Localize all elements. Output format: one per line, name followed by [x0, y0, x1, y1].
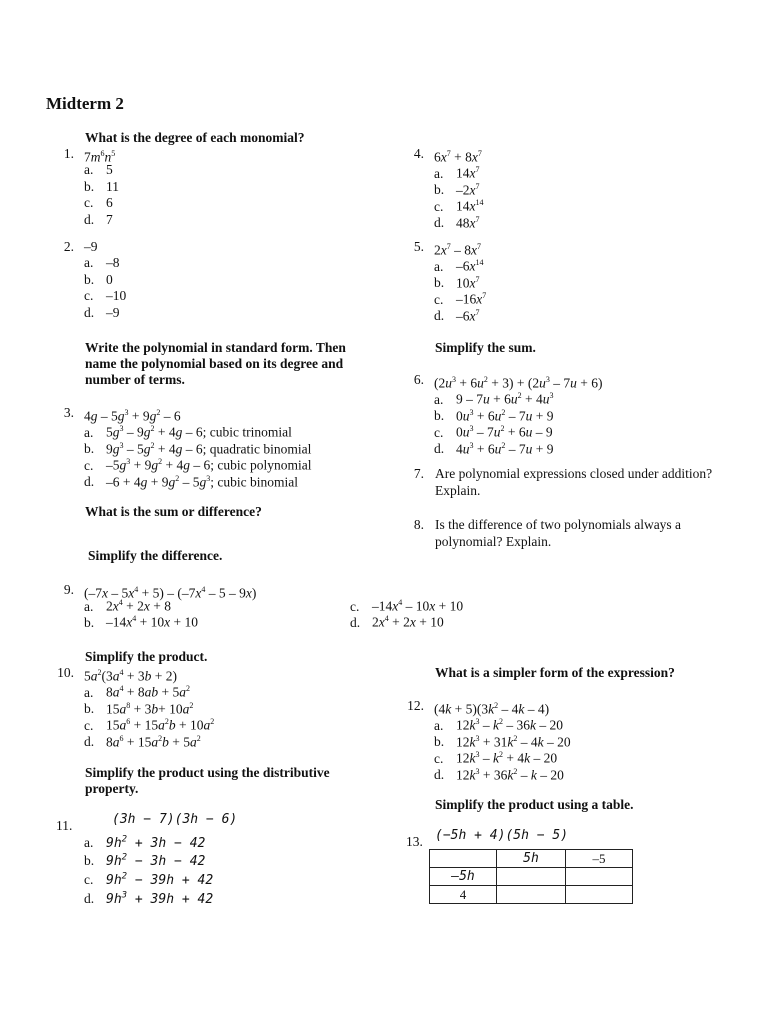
question-11-number: 11. [56, 818, 73, 833]
table-cell[interactable] [497, 868, 566, 886]
option-a[interactable]: a. $8a^4 + 8ab + 5a^2$ [84, 684, 190, 700]
option-d[interactable]: d. –9 [84, 304, 120, 320]
table-row-1: –5h [430, 868, 497, 886]
section-degree: What is the degree of each monomial? [85, 130, 305, 145]
section-simplify-product: Simplify the product. [85, 649, 208, 664]
option-b[interactable]: b. $-14x^4 + 10x + 10$ [84, 614, 198, 630]
option-c[interactable]: c. 6 [84, 195, 113, 210]
option-c[interactable]: c. –10 [84, 288, 127, 303]
option-d[interactable]: d. $8a^6 + 15a^2b + 5a^2$ [84, 733, 201, 749]
option-b[interactable]: b. $15a^8 + 3b+ 10a^2$ [84, 700, 194, 716]
table-corner [430, 850, 497, 868]
option-b[interactable]: b. $0u^3 + 6u^2 - 7u + 9$ [434, 407, 554, 423]
option-a[interactable]: a. $14x^7$ [434, 165, 480, 181]
option-a[interactable]: a. $9 - 7u + 6u^2 + 4u^3$ [434, 391, 554, 407]
section-distributive: Simplify the product using the distributive property. [85, 765, 330, 796]
table-col-1: 5h [497, 850, 566, 868]
question-11-expression: (3h − 7)(3h − 6) [112, 812, 238, 827]
option-c[interactable]: c. $0u^3 - 7u^2 + 6u - 9$ [434, 424, 553, 440]
question-expression: $2x^7 - 8x^7$ [434, 242, 481, 258]
question-expression: $5a^2(3a^4 + 3b + 2)$ [84, 668, 177, 684]
option-b[interactable]: b. $12k^3 + 31k^2 - 4k - 20$ [434, 733, 571, 749]
table-col-2: –5 [566, 850, 633, 868]
table-row-2: 4 [430, 886, 497, 904]
question-7-text: Are polynomial expressions closed under addition? Explain. [435, 466, 713, 498]
option-d[interactable]: d. 7 [84, 211, 113, 227]
question-expression: $4g - 5g^3 + 9g^2 - 6$ [84, 408, 181, 424]
option-d[interactable]: d. $2x^4 + 2x + 10$ [350, 614, 444, 630]
option-c[interactable]: c. $12k^3 - k^2 + 4k - 20$ [434, 750, 558, 766]
option-a[interactable]: a. $5g^3 - 9g^2 + 4g - 6$; cubic trinomial [84, 424, 292, 440]
option-a[interactable]: a. –8 [84, 255, 120, 270]
option-a[interactable]: a. $2x^4 + 2x + 8$ [84, 598, 171, 614]
option-b[interactable]: b. $-2x^7$ [434, 181, 480, 197]
option-d[interactable]: d. $4u^3 + 6u^2 - 7u + 9$ [434, 440, 554, 456]
table-cell[interactable] [497, 886, 566, 904]
question-expression: $(2u^3 + 6u^2 + 3) + (2u^3 - 7u + 6)$ [434, 375, 603, 391]
question-expression: $6x^7 + 8x^7$ [434, 149, 482, 165]
option-c[interactable]: c. $14x^{14}$ [434, 198, 484, 214]
table-cell[interactable] [566, 886, 633, 904]
question-7-number: 7. [413, 466, 424, 481]
option-b[interactable]: b. $10x^7$ [434, 274, 480, 290]
section-table-product: Simplify the product using a table. [435, 797, 634, 812]
question-8-text: Is the difference of two polynomials always a polynomial? Explain. [435, 517, 682, 549]
option-a[interactable]: a. $12k^3 - k^2 - 36k - 20$ [434, 717, 563, 733]
option-d[interactable]: d. $9h^3 + 39h + 42$ [84, 891, 214, 908]
question-13-number: 13. [406, 834, 423, 849]
section-simplify-difference: Simplify the difference. [88, 548, 223, 563]
option-b[interactable]: b. $9g^3 - 5g^2 + 4g - 6$; quadratic binomial [84, 440, 312, 456]
question-expression: $(-7x - 5x^4 + 5) - (-7x^4 - 5 - 9x)$ [84, 585, 257, 601]
option-b[interactable]: b. 11 [84, 178, 119, 194]
multiplication-table [429, 849, 633, 904]
option-d[interactable]: d. $48x^7$ [434, 214, 480, 230]
question-expression: $(4k + 5)(3k^2 - 4k - 4)$ [434, 701, 550, 717]
question-8-number: 8. [413, 517, 424, 532]
option-d[interactable]: d. $-6 + 4g + 9g^2 - 5g^3$; cubic binomial [84, 473, 298, 489]
option-d[interactable]: d. $12k^3 + 36k^2 - k - 20$ [434, 766, 564, 782]
question-13-expression: (−5h + 4)(5h − 5) [435, 828, 569, 843]
option-c[interactable]: c. $-16x^7$ [434, 291, 487, 307]
option-a[interactable]: a. $-6x^{14}$ [434, 258, 484, 274]
section-simpler-form: What is a simpler form of the expression? [435, 665, 675, 680]
option-b[interactable]: b. $9h^2 - 3h - 42$ [84, 853, 206, 870]
section-sum-difference: What is the sum or difference? [85, 504, 262, 519]
option-c[interactable]: c. $-14x^4 - 10x + 10$ [350, 598, 464, 614]
option-c[interactable]: c. $-5g^3 + 9g^2 + 4g - 6$; cubic polynomial [84, 457, 312, 473]
page-title: Midterm 2 [46, 94, 124, 113]
table-cell[interactable] [566, 868, 633, 886]
option-a[interactable]: a. 5 [84, 162, 113, 177]
question-expression: –9 [84, 239, 98, 254]
question-number: 1. [63, 146, 74, 161]
question-expression: $7m^6n^5$ [84, 149, 116, 165]
option-a[interactable]: a. $9h^2 + 3h - 42$ [84, 835, 206, 852]
section-simplify-sum: Simplify the sum. [435, 340, 536, 355]
option-d[interactable]: d. $-6x^7$ [434, 307, 480, 323]
option-c[interactable]: c. $9h^2 - 39h + 42$ [84, 872, 214, 889]
section-standard-form: Write the polynomial in standard form. Then name the polynomial based on its degree and number of terms. [85, 340, 346, 387]
option-b[interactable]: b. 0 [84, 271, 113, 287]
option-c[interactable]: c. $15a^6 + 15a^2b + 10a^2$ [84, 717, 215, 733]
